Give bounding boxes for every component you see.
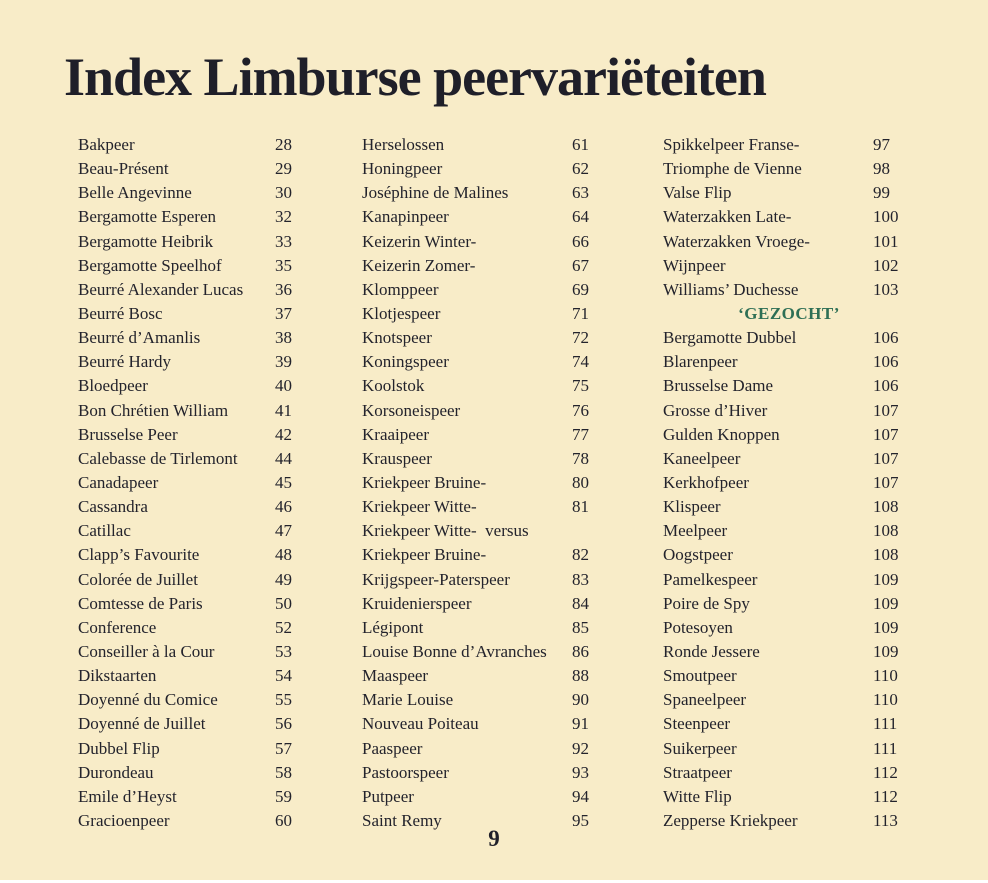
entry-name: Potesoyen	[663, 617, 733, 637]
entry-name: Doyenné de Juillet	[78, 714, 206, 734]
index-entry	[663, 374, 915, 398]
entry-page-number: 90	[572, 690, 589, 710]
entry-page-number: 69	[572, 279, 589, 299]
index-entry	[362, 616, 614, 640]
index-entry	[78, 640, 330, 664]
index-entry	[78, 350, 330, 374]
entry-page-number: 42	[275, 424, 292, 444]
entry-page-number: 85	[572, 617, 589, 637]
index-entry	[663, 181, 915, 205]
index-entry	[362, 254, 614, 278]
index-entry	[663, 785, 915, 809]
entry-name: Gulden Knoppen	[663, 424, 780, 444]
index-entry	[663, 616, 915, 640]
entry-name: Beurré Alexander Lucas	[78, 279, 244, 299]
index-entry	[78, 133, 330, 157]
entry-name: Beau-Présent	[78, 159, 169, 179]
index-entry	[663, 568, 915, 592]
entry-page-number: 74	[572, 352, 589, 372]
entry-page-number: 108	[873, 497, 899, 517]
index-entry	[78, 230, 330, 254]
entry-name: Bergamotte Esperen	[78, 207, 217, 227]
entry-name: Spikkelpeer Franse-	[663, 135, 800, 154]
index-entry	[663, 664, 915, 688]
entry-page-number: 75	[572, 376, 589, 396]
entry-name: Oogstpeer	[663, 545, 733, 565]
index-entry	[78, 785, 330, 809]
index-column-3	[663, 133, 915, 833]
entry-name: Bloedpeer	[78, 376, 148, 396]
index-entry	[663, 712, 915, 736]
section-heading-label: ‘GEZOCHT’	[738, 303, 840, 323]
entry-name: Paaspeer	[362, 738, 423, 758]
index-entry	[663, 350, 915, 374]
index-entry	[362, 181, 614, 205]
entry-page-number: 94	[572, 786, 589, 806]
entry-page-number: 58	[275, 762, 292, 782]
entry-name: Spaneelpeer	[663, 690, 747, 710]
entry-page-number: 109	[873, 617, 899, 637]
entry-page-number: 32	[275, 207, 292, 227]
entry-page-number: 33	[275, 231, 292, 251]
entry-page-number: 98	[873, 159, 890, 179]
section-heading	[663, 302, 915, 326]
entry-name: Korsoneispeer	[362, 400, 461, 420]
entry-page-number: 84	[572, 593, 589, 613]
entry-name: Zepperse Kriekpeer	[663, 810, 798, 830]
entry-name: Emile d’Heyst	[78, 786, 177, 806]
entry-page-number: 102	[873, 255, 899, 275]
entry-page-number: 107	[873, 400, 899, 420]
entry-page-number: 106	[873, 328, 899, 348]
entry-page-number: 55	[275, 690, 292, 710]
index-entry	[362, 785, 614, 809]
index-entry	[663, 761, 915, 785]
entry-name: Ronde Jessere	[663, 641, 760, 661]
entry-page-number: 82	[572, 545, 589, 565]
entry-page-number: 53	[275, 641, 292, 661]
index-entry	[362, 688, 614, 712]
entry-name: Kruidenierspeer	[362, 593, 472, 613]
index-entry	[362, 157, 614, 181]
entry-page-number: 109	[873, 569, 899, 589]
entry-page-number: 67	[572, 255, 589, 275]
entry-page-number: 50	[275, 593, 292, 613]
entry-name: Beurré d’Amanlis	[78, 328, 201, 348]
entry-name: Waterzakken Late-	[663, 207, 792, 227]
entry-page-number: 30	[275, 183, 292, 203]
index-entry	[78, 495, 330, 519]
index-entry	[78, 399, 330, 423]
entry-name: Bakpeer	[78, 135, 135, 154]
entry-name: Brusselse Peer	[78, 424, 178, 444]
entry-page-number: 106	[873, 376, 899, 396]
index-entry	[78, 254, 330, 278]
entry-page-number: 41	[275, 400, 292, 420]
index-entry	[362, 133, 614, 157]
entry-page-number: 100	[873, 207, 899, 227]
entry-page-number: 111	[873, 714, 898, 734]
entry-page-number: 54	[275, 666, 292, 686]
entry-name: Durondeau	[78, 762, 154, 782]
index-entry	[663, 543, 915, 567]
entry-name: Grosse d’Hiver	[663, 400, 768, 420]
entry-page-number: 76	[572, 400, 589, 420]
index-column-1	[78, 133, 330, 833]
index-entry	[362, 423, 614, 447]
entry-page-number: 81	[572, 497, 589, 517]
entry-name: Kriekpeer Witte- versus	[362, 521, 529, 541]
index-entry	[362, 374, 614, 398]
index-entry	[663, 471, 915, 495]
entry-name: Cassandra	[78, 497, 148, 517]
entry-page-number: 93	[572, 762, 589, 782]
entry-name: Nouveau Poiteau	[362, 714, 479, 734]
index-entry	[663, 278, 915, 302]
index-entry	[362, 664, 614, 688]
entry-page-number: 61	[572, 135, 589, 154]
index-entry	[78, 157, 330, 181]
index-entry	[663, 254, 915, 278]
entry-page-number: 63	[572, 183, 589, 203]
index-entry	[362, 640, 614, 664]
index-entry	[78, 278, 330, 302]
index-entry	[663, 133, 915, 157]
entry-page-number: 36	[275, 279, 292, 299]
entry-name: Waterzakken Vroege-	[663, 231, 810, 251]
entry-name: Pastoorspeer	[362, 762, 449, 782]
entry-name: Louise Bonne d’Avranches	[362, 641, 547, 661]
entry-name: Calebasse de Tirlemont	[78, 448, 238, 468]
entry-name: Joséphine de Malines	[362, 183, 509, 203]
entry-name: Keizerin Zomer-	[362, 255, 476, 275]
entry-page-number: 40	[275, 376, 292, 396]
entry-page-number: 52	[275, 617, 292, 637]
index-entry	[78, 374, 330, 398]
entry-page-number: 109	[873, 593, 899, 613]
entry-page-number: 108	[873, 545, 899, 565]
entry-name: Kaneelpeer	[663, 448, 741, 468]
entry-name: Bergamotte Speelhof	[78, 255, 222, 275]
entry-page-number: 38	[275, 328, 292, 348]
entry-page-number: 47	[275, 521, 292, 541]
index-entry	[78, 447, 330, 471]
entry-page-number: 71	[572, 303, 589, 323]
entry-name: Knotspeer	[362, 328, 432, 348]
index-entry	[78, 471, 330, 495]
entry-page-number: 88	[572, 666, 589, 686]
index-entry	[78, 519, 330, 543]
index-entry	[663, 495, 915, 519]
index-entry	[78, 712, 330, 736]
index-entry	[362, 543, 614, 567]
entry-name: Smoutpeer	[663, 666, 737, 686]
entry-name: Canadapeer	[78, 472, 159, 492]
index-entry	[78, 326, 330, 350]
entry-page-number: 35	[275, 255, 292, 275]
entry-name: Catillac	[78, 521, 131, 541]
index-entry	[663, 326, 915, 350]
entry-page-number: 86	[572, 641, 589, 661]
index-entry	[362, 712, 614, 736]
entry-name: Gracioenpeer	[78, 810, 170, 830]
entry-name: Klomppeer	[362, 279, 439, 299]
entry-name: Conference	[78, 617, 157, 637]
entry-name: Poire de Spy	[663, 593, 750, 613]
entry-page-number: 110	[873, 690, 898, 710]
entry-name: Marie Louise	[362, 690, 454, 710]
index-entry	[362, 350, 614, 374]
entry-name: Dubbel Flip	[78, 738, 160, 758]
entry-page-number: 109	[873, 641, 899, 661]
entry-name: Clapp’s Favourite	[78, 545, 200, 565]
entry-name: Conseiller à la Cour	[78, 641, 215, 661]
entry-page-number: 49	[275, 569, 292, 589]
index-entry	[663, 737, 915, 761]
entry-name: Belle Angevinne	[78, 183, 192, 203]
entry-page-number: 28	[275, 135, 292, 154]
entry-page-number: 107	[873, 448, 899, 468]
entry-name: Légipont	[362, 617, 424, 637]
entry-name: Suikerpeer	[663, 738, 737, 758]
entry-name: Beurré Bosc	[78, 303, 163, 323]
entry-name: Maaspeer	[362, 666, 429, 686]
entry-name: Blarenpeer	[663, 352, 738, 372]
index-entry	[78, 592, 330, 616]
entry-name: Doyenné du Comice	[78, 690, 218, 710]
index-entry	[663, 230, 915, 254]
index-entry	[78, 761, 330, 785]
entry-page-number: 112	[873, 786, 898, 806]
entry-page-number: 44	[275, 448, 292, 468]
index-entry	[362, 592, 614, 616]
entry-page-number: 37	[275, 303, 292, 323]
index-entry	[78, 205, 330, 229]
index-entry	[362, 568, 614, 592]
entry-name: Bon Chrétien William	[78, 400, 229, 420]
entry-name: Straatpeer	[663, 762, 732, 782]
index-entry	[663, 688, 915, 712]
entry-name: Dikstaarten	[78, 666, 157, 686]
entry-page-number: 48	[275, 545, 292, 565]
entry-page-number: 39	[275, 352, 292, 372]
index-entry	[663, 592, 915, 616]
entry-page-number: 66	[572, 231, 589, 251]
index-entry	[663, 423, 915, 447]
index-entry	[78, 568, 330, 592]
index-entry	[663, 157, 915, 181]
index-entry	[663, 399, 915, 423]
index-entry	[78, 181, 330, 205]
entry-name: Keizerin Winter-	[362, 231, 477, 251]
index-entry	[362, 761, 614, 785]
entry-page-number: 56	[275, 714, 292, 734]
entry-name: Comtesse de Paris	[78, 593, 203, 613]
entry-name: Triomphe de Vienne	[663, 159, 802, 179]
index-entry	[362, 302, 614, 326]
entry-name: Williams’ Duchesse	[663, 279, 799, 299]
entry-name: Bergamotte Dubbel	[663, 328, 797, 348]
entry-page-number: 111	[873, 738, 898, 758]
entry-page-number: 108	[873, 521, 899, 541]
entry-page-number: 64	[572, 207, 589, 227]
index-entry	[78, 423, 330, 447]
index-entry	[362, 230, 614, 254]
page-title: Index Limburse peervariëteiten	[64, 47, 766, 107]
entry-name: Kerkhofpeer	[663, 472, 749, 492]
entry-page-number: 59	[275, 786, 292, 806]
entry-page-number: 91	[572, 714, 589, 734]
entry-name: Klotjespeer	[362, 303, 441, 323]
entry-name: Koningspeer	[362, 352, 449, 372]
entry-page-number: 97	[873, 135, 890, 154]
index-entry	[78, 688, 330, 712]
index-entry	[362, 399, 614, 423]
entry-page-number: 113	[873, 810, 898, 830]
entry-name: Colorée de Juillet	[78, 569, 198, 589]
entry-page-number: 103	[873, 279, 899, 299]
entry-page-number: 110	[873, 666, 898, 686]
index-entry	[78, 302, 330, 326]
entry-page-number: 78	[572, 448, 589, 468]
index-entry	[362, 205, 614, 229]
entry-name: Krauspeer	[362, 448, 432, 468]
entry-page-number: 72	[572, 328, 589, 348]
index-entry	[78, 737, 330, 761]
entry-page-number: 45	[275, 472, 292, 492]
entry-page-number: 29	[275, 159, 292, 179]
entry-page-number: 83	[572, 569, 589, 589]
entry-page-number: 77	[572, 424, 589, 444]
entry-name: Bergamotte Heibrik	[78, 231, 214, 251]
entry-page-number: 62	[572, 159, 589, 179]
index-entry	[362, 278, 614, 302]
entry-name: Klispeer	[663, 497, 721, 517]
page-number: 9	[488, 826, 500, 851]
index-column-2	[362, 133, 614, 833]
index-entry	[362, 519, 614, 543]
index-entry	[663, 447, 915, 471]
entry-page-number: 101	[873, 231, 899, 251]
index-entry	[362, 326, 614, 350]
entry-name: Brusselse Dame	[663, 376, 774, 396]
entry-name: Koolstok	[362, 376, 425, 396]
entry-name: Saint Remy	[362, 810, 442, 830]
entry-name: Kraaipeer	[362, 424, 430, 444]
index-entry	[78, 616, 330, 640]
entry-name: Honingpeer	[362, 159, 443, 179]
entry-page-number: 107	[873, 424, 899, 444]
entry-page-number: 80	[572, 472, 589, 492]
entry-name: Kriekpeer Witte-	[362, 497, 477, 517]
entry-page-number: 95	[572, 810, 589, 830]
index-entry	[362, 495, 614, 519]
index-entry	[78, 664, 330, 688]
index-entry	[663, 519, 915, 543]
entry-name: Kriekpeer Bruine-	[362, 545, 487, 565]
entry-page-number: 92	[572, 738, 589, 758]
entry-page-number: 107	[873, 472, 899, 492]
entry-page-number: 60	[275, 810, 292, 830]
entry-name: Herselossen	[362, 135, 445, 154]
entry-page-number: 57	[275, 738, 292, 758]
index-entry	[663, 205, 915, 229]
entry-name: Krijgspeer-Paterspeer	[362, 569, 510, 589]
entry-page-number: 106	[873, 352, 899, 372]
entry-name: Putpeer	[362, 786, 414, 806]
entry-page-number: 46	[275, 497, 292, 517]
index-entry	[362, 447, 614, 471]
entry-name: Beurré Hardy	[78, 352, 171, 372]
entry-name: Wijnpeer	[663, 255, 726, 275]
entry-name: Kriekpeer Bruine-	[362, 472, 487, 492]
entry-name: Pamelkespeer	[663, 569, 758, 589]
entry-name: Valse Flip	[663, 183, 732, 203]
index-entry	[78, 543, 330, 567]
entry-name: Kanapinpeer	[362, 207, 449, 227]
entry-name: Steenpeer	[663, 714, 731, 734]
index-entry	[362, 737, 614, 761]
entry-name: Meelpeer	[663, 521, 728, 541]
index-entry	[362, 471, 614, 495]
entry-page-number: 99	[873, 183, 890, 203]
entry-name: Witte Flip	[663, 786, 732, 806]
index-entry	[663, 640, 915, 664]
entry-page-number: 112	[873, 762, 898, 782]
